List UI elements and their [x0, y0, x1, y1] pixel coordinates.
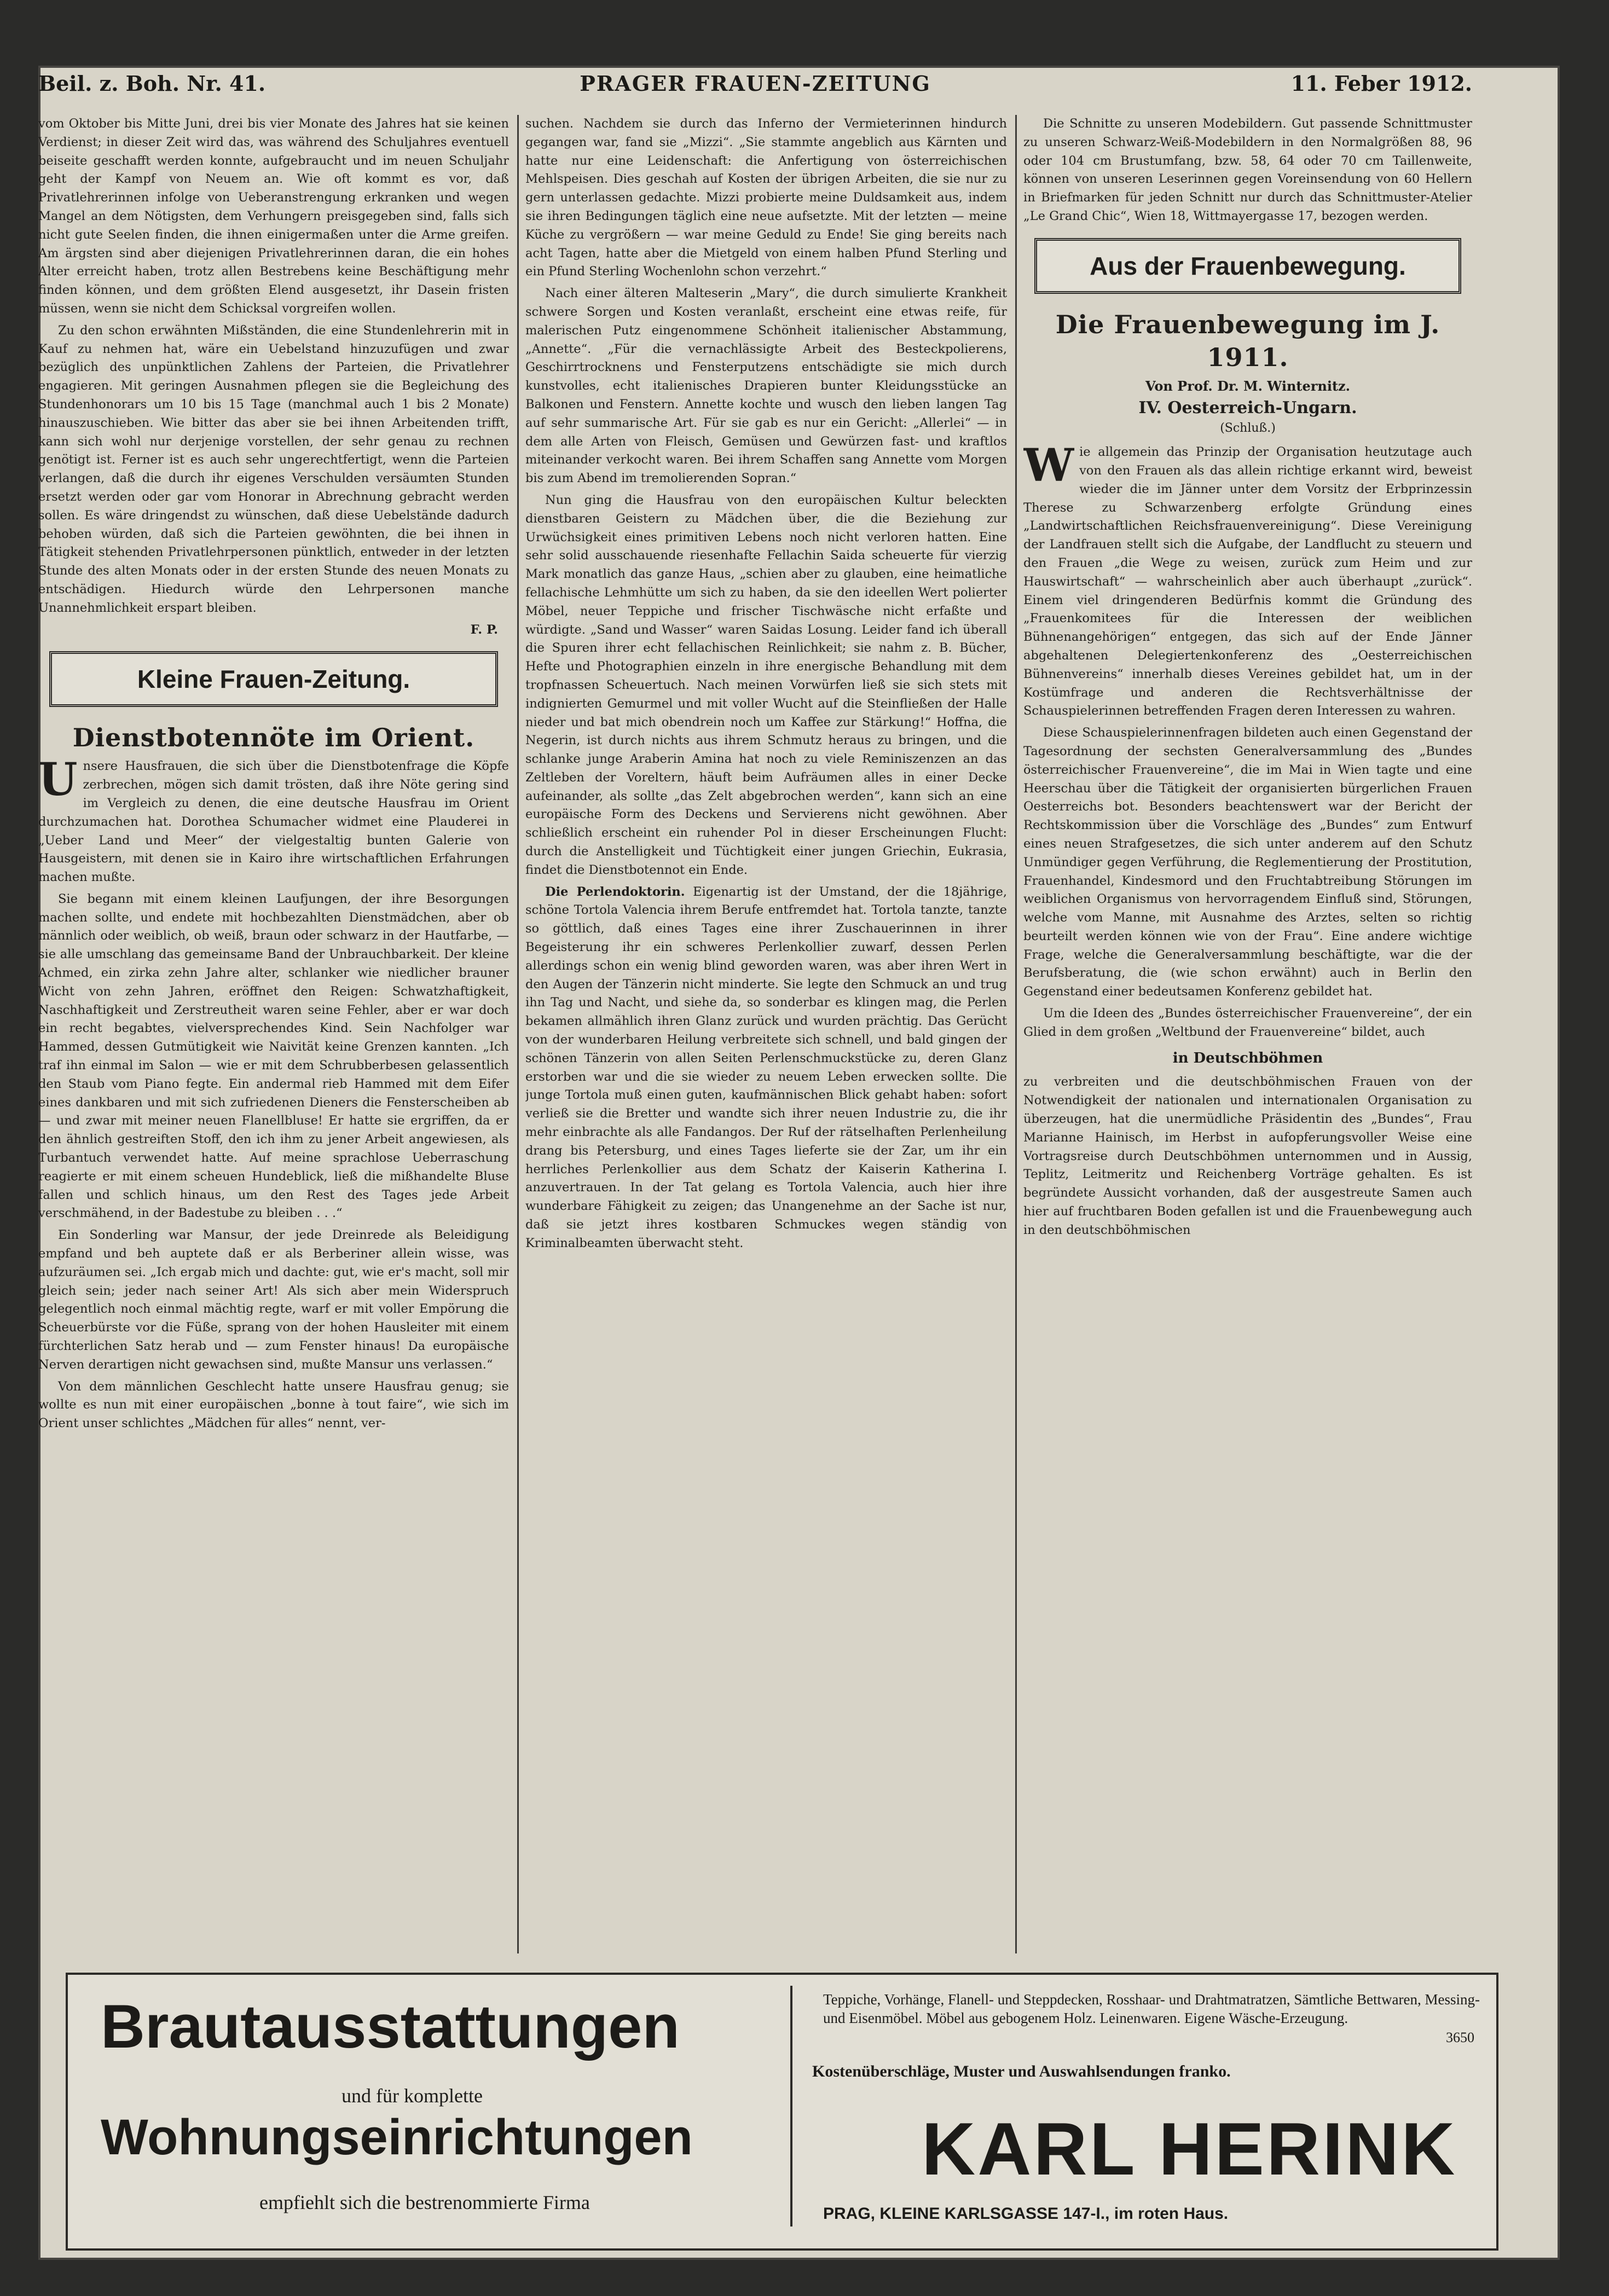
issue-date: 11. Feber 1912.: [1290, 71, 1472, 96]
drop-cap: U: [38, 753, 78, 807]
ad-number: 3650: [1446, 2030, 1474, 2045]
article-text: suchen. Nachdem sie durch das Inferno der Vermieterinnen hindurch gegangen war, fand sie „Mizzi“. „Sie stammte angeblich aus Kärnten und hatte nur eine Leidenschaft: die Anfertigung von österreichischen Mehlspeisen. Dies geschah auf Kosten der übrigen Arbeiten, die sie nur zu gern unterlassen gedachte. Mizzi probierte meine Duldsamkeit aus, indem sie ihren Bedingungen täglich eine neue aufsetzte. Mit der letzten — meine Küche zu vergrößern — war meine Geduld zu Ende! Sie ging bereits nach acht Tagen, hatte aber die Mietgeld von einem halben Pfund Sterling und ein Pfund Sterling Wochenlohn schon verzehrt.“: [525, 117, 1007, 279]
article-text: Unsere Hausfrauen, die sich über die Dienstbotenfrage die Köpfe zerbrechen, mögen sich damit trösten, daß ihre Nöte gering sind im Vergleich zu denen, die eine deutsche Hausfrau im Orient durchzumachen hat. Dorothea Schumacher widmet eine Plauderei in „Ueber Land und Meer“ der vielgestaltig bunten Galerie von Hausgeistern, mit denen sie in Kairo ihre wirtschaftlichen Erfahrungen machen mußte.: [38, 753, 509, 885]
article-text: Von dem männlichen Geschlecht hatte unsere Hausfrau genug; sie wollte es nun mit einer europäischen „bonne à tout faire“, wie sich im Orient unser schlichtes „Mädchen für alles“ nennt, ver-: [38, 1379, 509, 1431]
article-text: zu verbreiten und die deutschböhmischen Frauen von der Notwendigkeit der nationalen und internationalen Organisation zu überzeugen, hat die unermüdliche Präsidentin des „Bundes“, Frau Marianne Hainisch, im Herbst in aufopferungsvoller Weise eine Vortragsreise durch Deutschböhmen unternommen und in Aussig, Teplitz, Leitmeritz und Reichenberg Vorträge gehalten. Es ist begründete Aussicht vorhanden, daß der ausgestreute Samen auch hier auf fruchtbaren Boden gefallen ist und die Frauenbewegung auch in den deutschböhmischen: [1023, 1075, 1472, 1237]
article-author: Von Prof. Dr. M. Winternitz.: [1145, 378, 1351, 394]
article-signature: F. P.: [470, 622, 498, 637]
newspaper-title: PRAGER FRAUEN-ZEITUNG: [580, 71, 931, 96]
section-box-frauenbewegung: Aus der Frauenbewegung.: [1034, 238, 1461, 294]
advertisement: [66, 1973, 1498, 2251]
article-text: Diese Schauspielerinnenfragen bildeten auch einen Gegenstand der Tagesordnung der sechsten Generalversammlung des „Bundes österreichischer Frauenvereine“, die im Mai in Wien tagte und eine Heerschau über die Tätigkeit der organisierten bürgerlichen Frauen Oesterreichs bot. Besonders beachtenswert war der Bericht der Rechtskommission über die Vorschläge des „Bundes“ zum Entwurf eines neuen Strafgesetzes, die sich unter anderem auf den Schutz Unmündiger gegen Verführung, die Reglementierung der Prostitution, Frauenhandel, Kindesmord und den Fruchtabtreibung Störungen im weiblichen Organismus von hervorragendem Einfluß sind, Störungen, welche vom Manne, mit Ausnahme des Arztes, selten so richtig beurteilt werden können wie von der Frau“. Eine andere wichtige Frage, welche die Generalversammlung beschäftigte, war die der Berufsberatung, die (wie schon erwähnt) auch in Berlin den Gegenstand einer bedeutsamen Konferenz gebildet hat.: [1023, 726, 1472, 999]
ad-headline-2: Wohnungseinrichtungen: [101, 2109, 693, 2165]
ad-subline-2: empfiehlt sich die bestrenommierte Firma: [259, 2191, 590, 2213]
article-title: Dienstbotennöte im Orient.: [72, 723, 475, 753]
article-text: Um die Ideen des „Bundes österreichischer Frauenvereine“, der ein Glied in dem großen „Weltbund der Frauenvereine“ bildet, auch: [1023, 1006, 1472, 1039]
ad-product-list: Teppiche, Vorhänge, Flanell- und Steppdecken, Rosshaar- und Drahtmatratzen, Sämtliche Bettwaren, Messing- und Eisenmöbel. Möbel aus gebogenem Holz. Leinenwaren. Eigene Wäsche-Erzeugung.: [823, 1991, 1480, 2026]
drop-cap: W: [1023, 439, 1074, 492]
article-title: Die Frauenbewegung im J. 1911.: [1055, 309, 1440, 372]
page-header: [38, 71, 1472, 109]
column-rule-2: [1015, 115, 1017, 1953]
subsection-heading: in Deutschböhmen: [1172, 1050, 1323, 1066]
article-text: Wie allgemein das Prinzip der Organisation heutzutage auch von den Frauen als das allein richtige erkannt wird, beweist wieder die im Jänner unter dem Vorsitz der Erbprinzessin Therese zu Schwarzenberg erfolgte Gründung eines „Landwirtschaftlichen Reichsfrauenvereinigung“. Diese Vereinigung der Landfrauen stellt sich die Aufgabe, der Landflucht zu steuern und den Frauen „die Wege zu weisen, zurück zum Heim und zur Hauswirtschaft“ — wahrscheinlich aber auch überhaupt „zurück“. Einem viel dringenderen Bedürfnis kommt die Gründung des „Frauenkomitees für die Interessen der weiblichen Bühnenangehörigen“ entgegen, das sich auf der Ende Jänner abgehaltenen Delegiertenkonferenz des „Oesterreichischen Bühnenvereins“ innerhalb dieses Vereines gebildet hat, um in der Kostümfrage und anderen die Rechtsverhältnisse der Schauspielerinnen betreffenden Fragen deren Interessen zu wahren.: [1023, 439, 1472, 718]
ad-offer: Kostenüberschläge, Muster und Auswahlsendungen franko.: [812, 2062, 1231, 2080]
continuation-note: (Schluß.): [1220, 421, 1276, 436]
article-text: Ein Sonderling war Mansur, der jede Dreinrede als Beleidigung empfand und beh auptete daß er als Berberiner allein wisse, was aufzuräumen sei. „Ich ergab mich und dachte: gut, wie er's macht, soll mir gleich sein; jeder nach seiner Art! Als sich aber mein Widerspruch gelegentlich noch einmal mächtig regte, warf er mit voller Empörung die Scheuerbürste vor die Füße, sprang von der hohen Hausleiter mit einem fürchterlichen Satz herab und — zum Fenster hinaus! Da europäische Nerven derartigen nicht gewachsen sind, mußte Mansur uns verlassen.“: [38, 1228, 509, 1372]
article-text: Die Perlendoktorin. Eigenartig ist der Umstand, der die 18jährige, schöne Tortola Valencia ihrem Berufe entfremdet hat. Tortola tanzte, tanzte so göttlich, daß eines Tages eine ihrer Zuschauerinnen in ihrer Begeisterung ihr ein schweres Perlenkollier zuwarf, dessen Perlen allerdings schon ein wenig blind geworden waren, was aber ihren Wert in den Augen der Tänzerin nicht minderte. Sie legte den Schmuck an und trug ihn Tag und Nacht, und siehe da, so sonderbar es klingen mag, die Perlen bekamen allmählich ihren Glanz zurück und wurden prächtig. Das Gerücht von der wunderbaren Heilung verbreitete sich schnell, und bald gingen der schönen Tänzerin von allen Seiten Perlenschmuckstücke zu, deren Glanz erstorben war und die sie wieder zu neuem Leben erwecken sollte. Die junge Tortola muß einen guten, kaufmännischen Blick gehabt haben: sofort verließ sie die Bretter und wandte sich ihrer neuen Industrie zu, die ihr mehr einbrachte als alle Fandangos. Der Ruf der rätselhaften Perlenheilung drang bis Petersburg, und eines Tages lieferte sie der Zar, um ihr ein herrliches Perlenkollier aus dem Schatz der Kaiserin Katherina I. anzuvertrauen. In der Tat gelang es Tortola Valencia, auch hier ihre wunderbare Fähigkeit zu zeigen; das Unangenehme an der Sache ist nur, daß sie jetzt ihres kostbaren Schmuckes wegen ständig von Kriminalbeamten überwacht steht.: [525, 884, 1007, 1250]
section-box-kleine-frauen-zeitung: Kleine Frauen-Zeitung.: [49, 651, 498, 707]
ad-divider: [790, 1986, 792, 2227]
article-text: Nun ging die Hausfrau von den europäischen Kultur beleckten dienstbaren Geistern zu Mädchen über, die die Beziehung zur Urwüchsigkeit eines primitiven Lebens noch nicht verloren hatten. Eine sehr solid ausschauende riesenhafte Fellachin Saida scheuerte für vierzig Mark monatlich das ganze Haus, „schien aber zu glauben, eine heimatliche fellachische Lehmhütte um sich zu haben, da sie den ideellen Wert polierter Möbel, neuer Teppiche und frischer Tischwäsche nicht erfaßte und würdigte. „Sand und Wasser“ waren Saidas Losung. Leider fand ich überall die Spuren ihrer echt fellachischen Reinlichkeit; sie nahm z. B. Bücher, Hefte und Photographien einzeln in ihre energische Behandlung mit dem tropfnassen Scheuertuch. Nach meinen Vorwürfen ließ sie sich stets mit indignierten Gemurmel und mit voller Wucht auf die Steinfließen der Halle nieder und bat mich obendrein noch um Kaffee zur Stärkung!“ Hoffna, die Negerin, ist durch nichts aus ihrem Schmutz heraus zu bringen, und die schlanke junge Araberin Amina hat noch zu viele Reminiszenzen an das Zeltleben der Voreltern, häuft beim Aufräumen alles in einer Decke aufeinander, als sollte „das Zelt abgebrochen werden“, kann sich an eine europäische Form des Deckens und Servierens nicht gewöhnen. Aber schließlich erscheint ein ruhender Pol in dieser Erscheinungen Flucht: durch die Anstelligkeit und Tüchtigkeit einer jungen Griechin, Eukrasia, findet die Dienstbotennot ein Ende.: [525, 492, 1007, 877]
ad-brand-name: KARL HERINK: [922, 2107, 1457, 2190]
ad-headline-1: Brautausstattungen: [101, 1992, 680, 2061]
article-text: vom Oktober bis Mitte Juni, drei bis vier Monate des Jahres hat sie keinen Verdienst; in dieser Zeit wird das, was während des Schuljahres eventuell beiseite geschafft werden konnte, aufgebraucht und im neuen Schuljahr geht der Kampf von Neuem an. Wie oft kommt es vor, daß Privatlehrerinnen infolge von Ueberanstrengung erkranken und wegen Mangel an dem Nötigsten, dem Verhungern preisgegeben sind, falls sich nicht gute Seelen finden, die ihnen einigermaßen unter die Arme greifen. Am ärgsten sind aber diejenigen Privatlehrerinnen daran, die ein hohes Alter erreicht haben, trotz allen Bestrebens keine Beschäftigung mehr finden können, und dem größten Elend ausgesetzt, ihr Dasein fristen müssen, wenn sie nicht dem Schicksal vorgreifen wollen.: [38, 117, 509, 316]
column-3: [1023, 115, 1472, 1953]
column-rule-1: [517, 115, 519, 1953]
article-text: Nach einer älteren Malteserin „Mary“, die durch simulierte Krankheit schwere Sorgen und Kosten veranlaßt, erscheint eine etwas reife, für malerischen Putz eingenommene Schönheit italienischer Abstammung, „Annette“. „Für die vernachlässigte Arbeit des Besteckpolierens, Geschirrtrocknens und Fensterputzens entschädigte sie mich durch kunstvolles, echt italienisches Drapieren bunter Kleidungsstücke an Balkonen und Fenstern. Annette kochte und wusch den lieben langen Tag auf sehr summarische Art. Für sie gab es nur ein Gericht: „Allerlei“ — in dem alle Arten von Fleisch, Gemüsen und Gewürzen fast- und kraftlos miteinander verkocht waren. Bei ihrem Schaffen sang Annette vom Morgen bis zum Abend im tremolierenden Sopran.“: [525, 286, 1007, 486]
column-2: [525, 115, 1007, 1953]
article-text: Sie begann mit einem kleinen Laufjungen, der ihre Besorgungen machen sollte, und endete mit hochbezahlten Dienstmädchen, aber ob männlich oder weiblich, ob weiß, braun oder schwarz in der Hautfarbe, — sie alle umschlang das gemeinsame Band der Unbrauchbarkeit. Der kleine Achmed, ein zirka zehn Jahre alter, schlanker wie niedlicher brauner Wicht von zehn Jahren, eröffnet den Reigen: Schwatzhaftigkeit, Naschhaftigkeit und Zerstreutheit waren seine Fehler, aber er war doch ein recht begabtes, vielversprechendes Kind. Sein Nachfolger war Hammed, dessen Gutmütigkeit wie Naivität keine Grenzen kannten. „Ich traf ihn einmal im Salon — wie er mit dem Schrubberbesen gelassentlich den Staub vom Piano fegte. Ein andermal rieb Hammed mit dem Eifer eines dankbaren und mit sich zufriedenen Dieners die Fensterscheiben ab — und zwar mit meiner neuen Flanellbluse! Er hatte sie ergriffen, da er den ähnlich gestreiften Stoff, den ich ihm zu jener Arbeit angewiesen, als Turbantuch verwendet hatte. Auf meine sprachlose Ueberraschung reagierte er mit einem scheuen Hundeblick, ließ die mißhandelte Bluse fallen und schlich hinaus, um den Rest des Tages jede Arbeit verschmähend, in der Badestube zu bleiben . . .“: [38, 891, 509, 1221]
supplement-label: Beil. z. Boh. Nr. 41.: [38, 71, 266, 96]
column-1: [38, 115, 509, 1953]
article-text: Zu den schon erwähnten Mißständen, die eine Stundenlehrerin mit in Kauf zu nehmen hat, wäre ein Uebelstand hinzuzufügen und zwar bezüglich des unpünktlichen Zahlens der Parteien, die Privatlehrer engagieren. Mit geringen Ausnahmen pflegen sie die Begleichung des Stundenhonorars um 10 bis 15 Tage (manchmal auch 1 bis 2 Monate) hinauszuschieben. Wie bitter das aber sie bei ihnen Arbeitenden trifft, kann sich wohl nur derjenige vorstellen, der sehr genau zu rechnen genötigt ist. Ferner ist es auch sehr ungerechtfertigt, wenn die Parteien verlangen, daß die durch ihr eigenes Verschulden versäumten Stunden ersetzt werden oder gar vom Honorar in Abrechnung gebracht werden sollen. Es wäre dringendst zu wünschen, daß diese Uebelstände dadurch behoben würden, daß sich die Parteien gewöhnten, die bei ihnen in Tätigkeit stehenden Privatlehrpersonen pünktlich, entweder in der letzten Stunde des alten Monats oder in der ersten Stunde des neuen Monats zu entschädigen. Hiedurch würde den Lehrpersonen manche Unannehmlichkeit erspart bleiben.: [38, 323, 509, 615]
ad-address: PRAG, KLEINE KARLSGASSE 147-I., im roten Haus.: [823, 2205, 1229, 2223]
ad-subline-1: und für komplette: [342, 2085, 483, 2107]
notice-text: Die Schnitte zu unseren Modebildern. Gut passende Schnittmuster zu unseren Schwarz-Weiß-Modebildern in den Normalgrößen 88, 96 oder 104 cm Brustumfang, bzw. 58, 64 oder 70 cm Taillenweite, können von unseren Leserinnen gegen Voreinsendung von 60 Hellern in Briefmarken für jeden Schnitt nur durch das Schnittmuster-Atelier „Le Grand Chic“, Wien 18, Wittmayergasse 17, bezogen werden.: [1023, 117, 1472, 223]
article-heading: Die Perlendoktorin.: [545, 884, 685, 899]
article-section: IV. Oesterreich-Ungarn.: [1138, 398, 1357, 418]
